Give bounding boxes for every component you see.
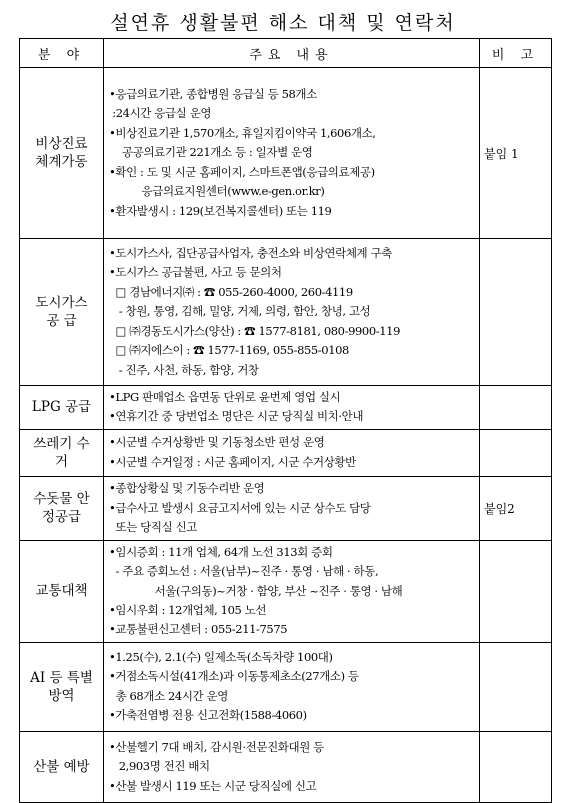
content-line: - 주요 증회노선 : 서울(남부)~진주 · 통영 · 남해 · 하동, (109, 564, 379, 579)
row-note (480, 239, 552, 386)
content-line: •비상진료기관 1,570개소, 휴일지킴이약국 1,606개소, (109, 125, 376, 140)
content-line: 또는 당직실 신고 (109, 520, 197, 535)
table-row (20, 642, 552, 731)
table-body (20, 68, 552, 803)
row-content (104, 476, 480, 540)
table-row (20, 429, 552, 476)
category-line: 산불 예방 (33, 758, 90, 775)
content-line: - 창원, 통영, 김해, 밀양, 거제, 의령, 함안, 창녕, 고성 (109, 304, 371, 319)
content-line: - 진주, 사천, 하동, 함양, 거창 (109, 362, 259, 377)
category-line: 교통대책 (35, 583, 88, 600)
row-content (104, 68, 480, 239)
row-category (20, 731, 104, 802)
row-content (104, 429, 480, 476)
category-line: 체계가동 (35, 154, 88, 170)
content-line: •교통불편신고센터 : 055-211-7575 (109, 622, 288, 637)
category-line: 쓰레기 수 (33, 435, 90, 452)
document-title: 설연휴 생활불편 해소 대책 및 연락처 (110, 12, 456, 34)
row-category (20, 239, 104, 386)
content-line: •급수사고 발생시 요금고지서에 있는 시군 상수도 담당 (109, 500, 371, 515)
table-row (20, 239, 552, 386)
row-note (480, 386, 552, 430)
content-line: •확인 : 도 및 시군 홈페이지, 스마트폰앱(응급의료제공) (109, 164, 375, 179)
category-line: 공 급 (46, 313, 77, 329)
row-category (20, 429, 104, 476)
row-content (104, 239, 480, 386)
header-note: 비 고 (480, 39, 552, 68)
row-category (20, 642, 104, 731)
contact-table (19, 38, 552, 803)
category-line: 비상진료 (35, 136, 88, 152)
header-category: 분 야 (20, 39, 104, 68)
row-content (104, 642, 480, 731)
content-line: 총 68개소 24시간 운영 (109, 688, 228, 703)
table-header-row (20, 39, 552, 68)
table-row (20, 476, 552, 540)
row-category (20, 476, 104, 540)
row-note (480, 540, 552, 642)
row-category (20, 68, 104, 239)
content-line: :24시간 응급실 운영 (109, 106, 212, 121)
content-line: •임시증회 : 11개 업체, 64개 노선 313회 증회 (109, 544, 333, 559)
table-row (20, 540, 552, 642)
content-line: •환자발생시 : 129(보건복지콜센터) 또는 119 (109, 203, 332, 218)
table-row (20, 731, 552, 802)
table-row (20, 386, 552, 430)
content-line: 서울(구의동)~거창 · 함양, 부산 ~진주 · 통영 · 남해 (109, 583, 403, 598)
row-content (104, 731, 480, 802)
row-note (480, 642, 552, 731)
table-row (20, 68, 552, 239)
content-line: •종합상황실 및 기동수리반 운영 (109, 481, 265, 496)
category-line: AI 등 특별 (30, 669, 93, 686)
category-line: 수돗물 안 (33, 491, 90, 508)
content-line: □ 경남에너지㈜ : ☎ 055-260-4000, 260-4119 (109, 284, 353, 299)
content-line: 공공의료기관 221개소 등 : 일자별 운영 (109, 145, 313, 160)
content-line: □ ㈜지에스이 : ☎ 1577-1169, 055-855-0108 (109, 343, 349, 358)
content-line: •연휴기간 중 당번업소 명단은 시군 당직실 비치·안내 (109, 409, 364, 424)
row-note: 붙임2 (480, 476, 552, 540)
row-note (480, 429, 552, 476)
content-line: 응급의료지원센터(www.e-gen.or.kr) (109, 184, 325, 199)
category-line: LPG 공급 (31, 399, 92, 416)
category-line: 방역 (48, 687, 75, 704)
content-line: •임시우회 : 12개업체, 105 노선 (109, 603, 267, 618)
header-content: 주요 내용 (104, 39, 480, 68)
row-category (20, 386, 104, 430)
content-line: •시군별 수거상황반 및 기동청소반 편성 운영 (109, 435, 325, 450)
content-line: •가축전염병 전용 신고전화(1588-4060) (109, 708, 307, 723)
content-line: •산불 발생시 119 또는 시군 당직실에 신고 (109, 778, 317, 793)
content-line: •시군별 수거일정 : 시군 홈페이지, 시군 수거상황반 (109, 454, 356, 469)
content-line: •도시가스 공급불편, 사고 등 문의처 (109, 265, 282, 280)
row-content (104, 540, 480, 642)
row-note (480, 731, 552, 802)
row-content (104, 386, 480, 430)
content-line: □ ㈜경동도시가스(양산) : ☎ 1577-8181, 080-9900-119 (109, 323, 400, 338)
content-line: •거점소독시설(41개소)과 이동통제초소(27개소) 등 (109, 669, 359, 684)
content-line: •응급의료기관, 종합병원 응급실 등 58개소 (109, 87, 317, 102)
row-category (20, 540, 104, 642)
category-line: 거 (54, 453, 69, 470)
content-line: 2,903명 전진 배치 (109, 759, 210, 774)
category-line: 도시가스 (35, 295, 88, 311)
content-line: •1.25(수), 2.1(수) 일제소독(소독차량 100대) (109, 650, 333, 665)
category-line: 정공급 (41, 509, 82, 526)
content-line: •LPG 판매업소 읍면동 단위로 윤번제 영업 실시 (109, 390, 341, 404)
content-line: •도시가스사, 집단공급사업자, 충전소와 비상연락체계 구축 (109, 246, 392, 261)
row-note: 붙임 1 (480, 68, 552, 239)
content-line: •산불헬기 7대 배치, 감시원·전문진화대원 등 (109, 739, 324, 754)
